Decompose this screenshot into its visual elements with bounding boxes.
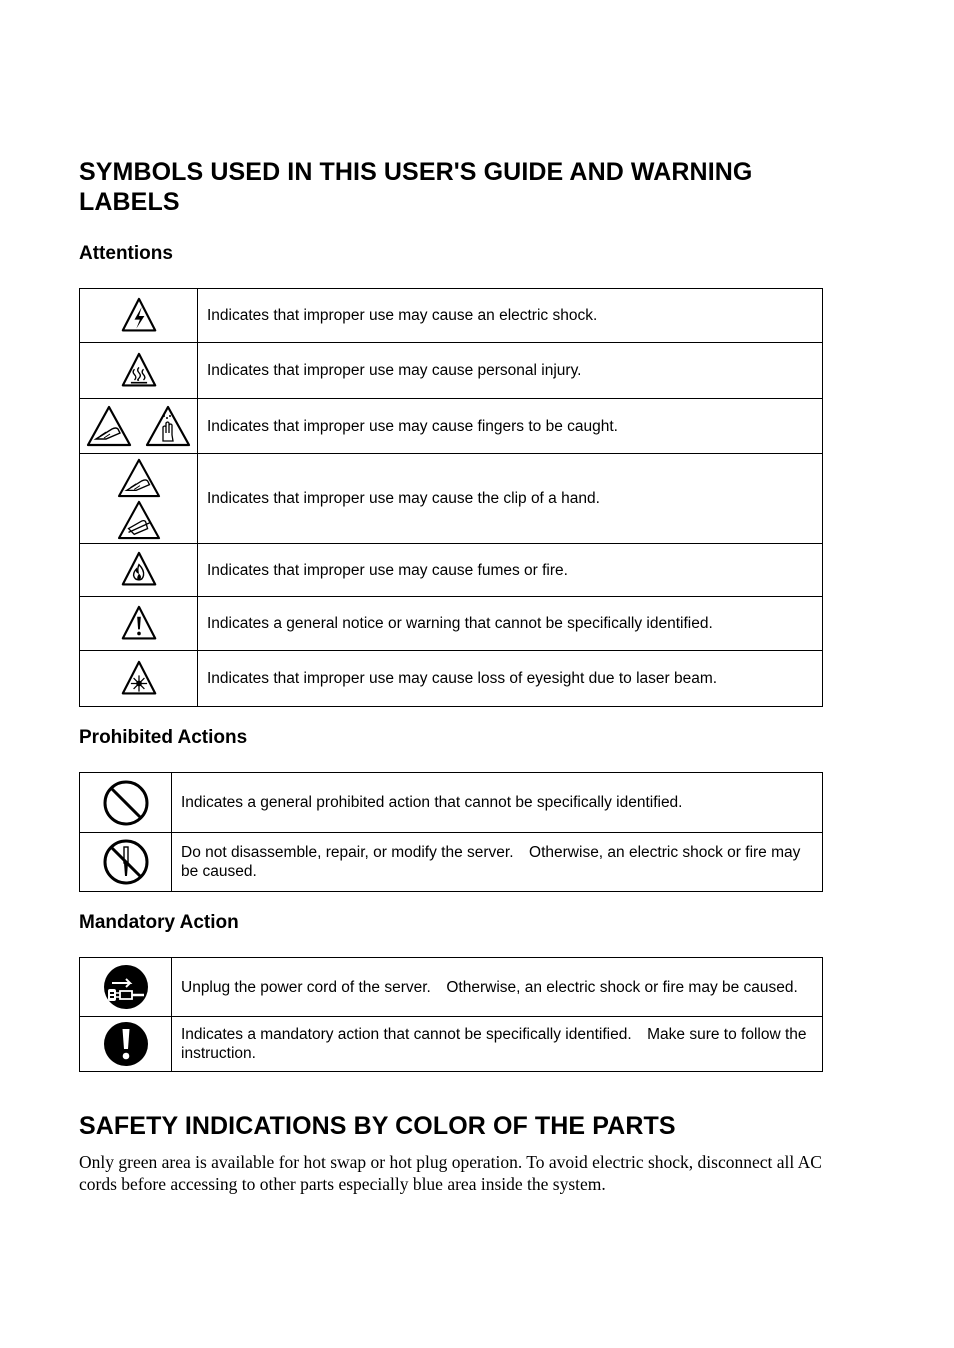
description-text: Indicates that improper use may cause fumes or fire. bbox=[198, 544, 823, 597]
description-text: Do not disassemble, repair, or modify the server. Otherwise, an electric shock or fire may be caused. bbox=[172, 833, 823, 892]
icon-cell bbox=[80, 1017, 172, 1072]
table-row bbox=[80, 454, 823, 544]
prohibited-actions-heading: Prohibited Actions bbox=[79, 727, 248, 748]
table-row bbox=[80, 833, 823, 892]
description-text: Indicates a general notice or warning that cannot be specifically identified. bbox=[198, 597, 823, 651]
table-row bbox=[80, 343, 823, 399]
table-row bbox=[80, 1017, 823, 1072]
attentions-heading: Attentions bbox=[79, 243, 173, 264]
icon-cell bbox=[80, 958, 172, 1017]
laser-beam-icon bbox=[121, 659, 157, 699]
description-text: Indicates that improper use may cause fingers to be caught. bbox=[198, 399, 823, 454]
table-row bbox=[80, 773, 823, 833]
icon-cell bbox=[80, 454, 198, 544]
safety-paragraph: Only green area is available for hot swap or hot plug operation. To avoid electric shock, disconnect all AC cords before accessing to other parts especially blue area inside the system. bbox=[79, 1152, 822, 1194]
description-text: Indicates that improper use may cause an electric shock. bbox=[198, 289, 823, 343]
no-disassembly-icon bbox=[102, 838, 150, 886]
attentions-table bbox=[79, 288, 823, 707]
description-text: Indicates a mandatory action that cannot be specifically identified. Make sure to follow the instruction. bbox=[172, 1017, 823, 1072]
table-row bbox=[80, 544, 823, 597]
description-text: Indicates that improper use may cause personal injury. bbox=[198, 343, 823, 399]
description-text: Indicates a general prohibited action that cannot be specifically identified. bbox=[172, 773, 823, 833]
icon-cell bbox=[80, 833, 172, 892]
icon-cell bbox=[80, 399, 198, 454]
icon-cell bbox=[80, 289, 198, 343]
table-row bbox=[80, 597, 823, 651]
table-row bbox=[80, 958, 823, 1017]
page-title: SYMBOLS USED IN THIS USER'S GUIDE AND WARNING LABELS bbox=[79, 158, 753, 216]
hot-surface-icon bbox=[121, 351, 157, 391]
description-text: Indicates that improper use may cause loss of eyesight due to laser beam. bbox=[198, 651, 823, 707]
unplug-icon bbox=[102, 963, 150, 1011]
hand-clip-icon bbox=[116, 458, 162, 498]
description-text: Unplug the power cord of the server. Otherwise, an electric shock or fire may be caused. bbox=[172, 958, 823, 1017]
icon-cell bbox=[80, 773, 172, 833]
icon-cell bbox=[80, 651, 198, 707]
table-row bbox=[80, 651, 823, 707]
icon-cell bbox=[80, 597, 198, 651]
fire-icon bbox=[121, 550, 157, 590]
hand-clip-icon-2 bbox=[116, 500, 162, 540]
mandatory-action-heading: Mandatory Action bbox=[79, 912, 239, 933]
prohibited-icon bbox=[102, 779, 150, 827]
finger-caught-icon bbox=[145, 405, 191, 447]
safety-section-title: SAFETY INDICATIONS BY COLOR OF THE PARTS bbox=[79, 1112, 676, 1140]
icon-cell bbox=[80, 343, 198, 399]
mandatory-action-icon bbox=[102, 1020, 150, 1068]
description-text: Indicates that improper use may cause the clip of a hand. bbox=[198, 454, 823, 544]
finger-pinch-icon bbox=[86, 405, 132, 447]
general-warning-icon bbox=[121, 604, 157, 644]
prohibited-actions-table bbox=[79, 772, 823, 892]
electric-shock-icon bbox=[121, 296, 157, 336]
table-row bbox=[80, 399, 823, 454]
table-row bbox=[80, 289, 823, 343]
icon-cell bbox=[80, 544, 198, 597]
mandatory-action-table bbox=[79, 957, 823, 1072]
